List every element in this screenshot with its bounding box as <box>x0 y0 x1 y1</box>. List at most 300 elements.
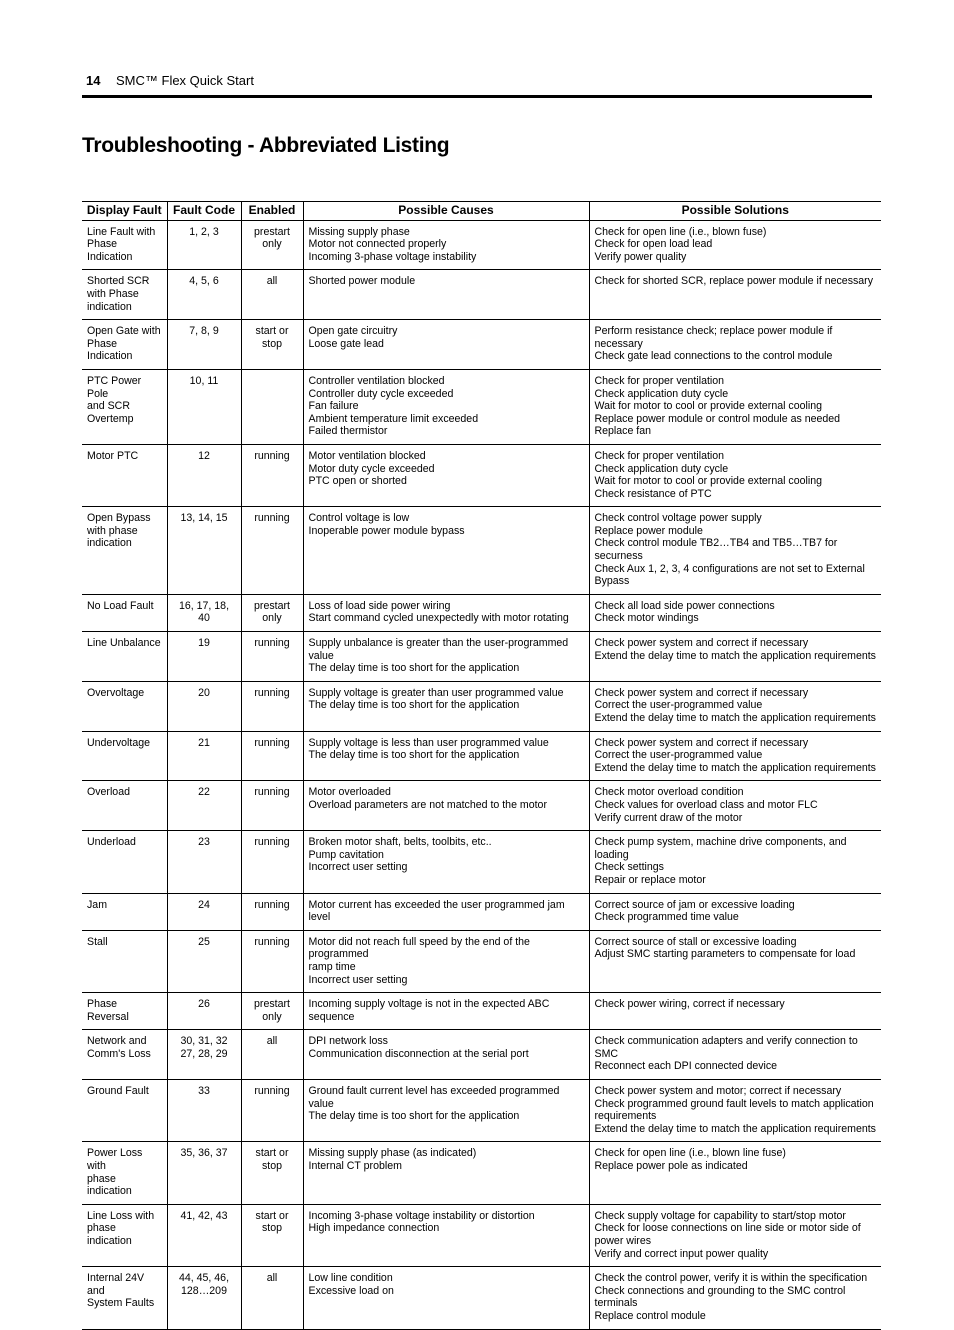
cell-line: running <box>254 1085 290 1098</box>
cell-line: Inoperable power module bypass <box>308 524 465 537</box>
cell-line: Pump cavitation <box>308 848 384 861</box>
cell-line: phase indication <box>87 1222 132 1247</box>
table-row <box>82 930 881 992</box>
cell-line: Controller ventilation blocked <box>308 374 445 387</box>
enabled-cell <box>241 369 303 444</box>
cell-line: running <box>254 512 290 525</box>
possible-causes-cell <box>303 731 589 781</box>
cell-line: Check connections and grounding to the SMC control <box>594 1284 846 1297</box>
display-fault-cell <box>82 632 167 682</box>
possible-solutions-cell <box>589 1204 881 1266</box>
enabled-cell <box>241 1204 303 1266</box>
possible-solutions-cell <box>589 369 881 444</box>
cell-line: Fan failure <box>308 400 359 413</box>
table-row <box>82 1204 881 1266</box>
cell-line: and SCR <box>87 400 130 413</box>
cell-line: Verify power quality <box>594 250 687 263</box>
display-fault-cell <box>82 270 167 320</box>
possible-solutions-cell <box>589 893 881 930</box>
cell-line: Check application duty cycle <box>594 387 729 400</box>
cell-line: indication <box>87 300 132 313</box>
cell-line: 21 <box>198 736 210 749</box>
cell-line: Check power system and motor; correct if necessary <box>594 1085 842 1098</box>
column-header-fault-code: Fault Code <box>167 202 241 221</box>
cell-line: 12 <box>198 449 210 462</box>
cell-line: Verify and correct input power quality <box>594 1247 769 1260</box>
cell-line: Incoming 3-phase voltage instability <box>308 250 477 263</box>
cell-line: start or <box>255 1209 289 1222</box>
cell-line: Phase Reversal <box>87 998 129 1023</box>
cell-line: running <box>254 786 290 799</box>
cell-line: 23 <box>198 836 210 849</box>
cell-line: Wait for motor to cool or provide external cooling <box>594 475 822 488</box>
possible-solutions-cell <box>589 220 881 270</box>
possible-causes-cell <box>303 1080 589 1142</box>
cell-line: all <box>266 1035 278 1048</box>
fault-code-cell <box>167 993 241 1030</box>
cell-line: 19 <box>198 637 210 650</box>
table-header-row <box>82 202 881 221</box>
cell-line: Controller duty cycle exceeded <box>308 387 454 400</box>
cell-line: start or <box>255 325 289 338</box>
page-title: Troubleshooting - Abbreviated Listing <box>82 134 450 157</box>
display-fault-cell <box>82 681 167 731</box>
possible-solutions-cell <box>589 993 881 1030</box>
fault-code-cell <box>167 369 241 444</box>
cell-line: 30, 31, 32 <box>180 1035 228 1048</box>
display-fault-cell <box>82 594 167 631</box>
table-row <box>82 781 881 831</box>
cell-line: 27, 28, 29 <box>180 1047 228 1060</box>
enabled-cell <box>241 220 303 270</box>
fault-code-cell <box>167 444 241 506</box>
cell-line: Failed thermistor <box>308 425 388 438</box>
enabled-cell <box>241 681 303 731</box>
cell-line: start or <box>255 1147 289 1160</box>
cell-line: Overload parameters are not matched to the motor <box>308 798 547 811</box>
cell-line: Communication disconnection at the serial port <box>308 1047 529 1060</box>
table-row <box>82 220 881 270</box>
fault-code-cell <box>167 731 241 781</box>
cell-line: PTC open or shorted <box>308 475 407 488</box>
cell-line: Check values for overload class and motor FLC <box>594 798 818 811</box>
fault-code-cell <box>167 1030 241 1080</box>
cell-line: Overvoltage <box>87 686 145 699</box>
table-body <box>82 220 881 1329</box>
display-fault-cell <box>82 507 167 595</box>
possible-solutions-cell <box>589 1142 881 1204</box>
cell-line: Ambient temperature limit exceeded <box>308 412 479 425</box>
cell-line: Motor current has exceeded the user programmed jam level <box>308 898 568 924</box>
possible-causes-cell <box>303 1204 589 1266</box>
cell-line: Internal CT problem <box>308 1160 402 1173</box>
cell-line: Check motor overload condition <box>594 786 744 799</box>
possible-solutions-cell <box>589 1080 881 1142</box>
display-fault-cell <box>82 1267 167 1329</box>
cell-line: Incoming 3-phase voltage instability or distortion <box>308 1209 535 1222</box>
cell-line: Line Loss with <box>87 1209 155 1222</box>
cell-line: 10, 11 <box>189 374 219 387</box>
cell-line: prestart <box>254 998 290 1011</box>
cell-line: Replace power module or control module as needed <box>594 412 841 425</box>
enabled-cell <box>241 507 303 595</box>
enabled-cell <box>241 731 303 781</box>
running-title: SMC™ Flex Quick Start <box>116 73 254 88</box>
cell-line: Check pump system, machine drive components, and loading <box>594 836 850 861</box>
cell-line: running <box>254 898 290 911</box>
cell-line: Check for proper ventilation <box>594 374 725 387</box>
cell-line: The delay time is too short for the application <box>308 749 520 762</box>
cell-line: prestart <box>254 599 290 612</box>
possible-solutions-cell <box>589 930 881 992</box>
cell-line: running <box>254 637 290 650</box>
cell-line: Jam <box>87 898 108 911</box>
fault-code-cell <box>167 1142 241 1204</box>
display-fault-cell <box>82 781 167 831</box>
cell-line: 33 <box>198 1085 210 1098</box>
fault-code-cell <box>167 1204 241 1266</box>
cell-line: Extend the delay time to match the application requirements <box>594 761 876 774</box>
cell-line: Motor duty cycle exceeded <box>308 462 435 475</box>
fault-code-cell <box>167 220 241 270</box>
table-row <box>82 831 881 893</box>
possible-causes-cell <box>303 320 589 370</box>
cell-line: running <box>254 686 290 699</box>
cell-line: Check the control power, verify it is within the specification <box>594 1272 868 1285</box>
table-row <box>82 369 881 444</box>
cell-line: running <box>254 935 290 948</box>
enabled-cell <box>241 594 303 631</box>
enabled-cell <box>241 893 303 930</box>
cell-line: Check programmed time value <box>594 911 739 924</box>
cell-line: Check motor windings <box>594 612 699 625</box>
possible-solutions-cell <box>589 681 881 731</box>
possible-causes-cell <box>303 1142 589 1204</box>
cell-line: Bypass <box>594 575 630 588</box>
cell-line: Replace fan <box>594 425 652 438</box>
cell-line: Motor overloaded <box>308 786 391 799</box>
cell-line: running <box>254 736 290 749</box>
cell-line: Check power wiring, correct if necessary <box>594 998 785 1011</box>
cell-line: 1, 2, 3 <box>189 225 219 238</box>
cell-line: 20 <box>198 686 210 699</box>
cell-line: Check settings <box>594 861 664 874</box>
cell-line: Repair or replace motor <box>594 873 706 886</box>
cell-line: running <box>254 836 290 849</box>
possible-solutions-cell <box>589 320 881 370</box>
cell-line: prestart <box>254 225 290 238</box>
cell-line: Replace power module <box>594 524 703 537</box>
cell-line: Low line condition <box>308 1272 393 1285</box>
cell-line: Line Unbalance <box>87 637 161 650</box>
cell-line: Shorted SCR <box>87 275 150 288</box>
possible-causes-cell <box>303 220 589 270</box>
cell-line: Undervoltage <box>87 736 151 749</box>
cell-line: Motor PTC <box>87 449 139 462</box>
cell-line: DPI network loss <box>308 1035 388 1048</box>
cell-line: Loss of load side power wiring <box>308 599 451 612</box>
cell-line: Check Aux 1, 2, 3, 4 configurations are not set to External <box>594 562 865 575</box>
cell-line: stop <box>261 337 283 350</box>
cell-line: Open gate circuitry <box>308 325 398 338</box>
cell-line: Check programmed ground fault levels to match application <box>594 1097 874 1110</box>
table-row <box>82 270 881 320</box>
enabled-cell <box>241 781 303 831</box>
possible-solutions-cell <box>589 781 881 831</box>
cell-line: with phase <box>87 524 138 537</box>
cell-line: Extend the delay time to match the application requirements <box>594 712 876 724</box>
display-fault-cell <box>82 320 167 370</box>
column-header-possible-causes: Possible Causes <box>303 202 589 221</box>
possible-causes-cell <box>303 594 589 631</box>
cell-line: Supply voltage is less than user programmed value <box>308 736 549 749</box>
cell-line: Incorrect user setting <box>308 861 408 874</box>
table-row <box>82 681 881 731</box>
cell-line: The delay time is too short for the application <box>308 699 520 712</box>
cell-line: 13, 14, 15 <box>180 512 228 525</box>
cell-line: stop <box>261 1222 283 1235</box>
cell-line: ramp time <box>308 960 356 973</box>
table-row <box>82 1142 881 1204</box>
page-header <box>86 73 872 97</box>
possible-solutions-cell <box>589 731 881 781</box>
cell-line: Overtemp <box>87 412 134 425</box>
enabled-cell <box>241 993 303 1030</box>
cell-line: with Phase <box>87 287 139 300</box>
column-header-enabled: Enabled <box>241 202 303 221</box>
cell-line: Motor did not reach full speed by the end of the programmed <box>308 935 533 961</box>
cell-line: running <box>254 449 290 462</box>
cell-line: requirements <box>594 1110 657 1123</box>
display-fault-cell <box>82 1142 167 1204</box>
cell-line: Motor not connected properly <box>308 238 447 251</box>
table-row <box>82 1080 881 1142</box>
cell-line: Check application duty cycle <box>594 462 729 475</box>
cell-line: Underload <box>87 836 136 849</box>
page-number: 14 <box>86 73 101 88</box>
cell-line: Correct the user-programmed value <box>594 749 763 762</box>
table-row <box>82 444 881 506</box>
cell-line: 26 <box>198 998 210 1011</box>
cell-line: Supply voltage is greater than user programmed value <box>308 686 564 699</box>
cell-line: 24 <box>198 898 210 911</box>
possible-causes-cell <box>303 1267 589 1329</box>
cell-line: Open Gate with <box>87 325 161 338</box>
cell-line: No Load Fault <box>87 599 154 612</box>
fault-code-cell <box>167 507 241 595</box>
troubleshooting-table <box>82 201 881 1330</box>
cell-line: High impedance connection <box>308 1222 440 1235</box>
cell-line: Verify current draw of the motor <box>594 811 743 824</box>
cell-line: PTC Power Pole <box>87 374 145 400</box>
cell-line: indication <box>87 537 132 550</box>
fault-code-cell <box>167 781 241 831</box>
cell-line: Supply unbalance is greater than the user-programmed value <box>308 637 572 662</box>
cell-line: Check power system and correct if necessary <box>594 686 809 699</box>
table-row <box>82 507 881 595</box>
cell-line: Phase Indication <box>87 337 133 363</box>
cell-line: Check supply voltage for capability to start/stop motor <box>594 1209 846 1222</box>
cell-line: Check for open line (i.e., blown fuse) <box>594 225 767 238</box>
cell-line: Check for open line (i.e., blown line fuse) <box>594 1147 786 1160</box>
cell-line: Check all load side power connections <box>594 599 775 612</box>
cell-line: System Faults <box>87 1297 155 1310</box>
possible-causes-cell <box>303 632 589 682</box>
possible-causes-cell <box>303 444 589 506</box>
cell-line: only <box>262 612 282 625</box>
cell-line: Check for proper ventilation <box>594 449 725 462</box>
display-fault-cell <box>82 930 167 992</box>
enabled-cell <box>241 320 303 370</box>
cell-line: Incorrect user setting <box>308 973 408 986</box>
possible-causes-cell <box>303 831 589 893</box>
cell-line: Ground Fault <box>87 1085 149 1098</box>
possible-causes-cell <box>303 681 589 731</box>
cell-line: Check control module TB2…TB4 and TB5…TB7 for securness <box>594 537 841 563</box>
enabled-cell <box>241 270 303 320</box>
cell-line: 22 <box>198 786 210 799</box>
cell-line: Power Loss with <box>87 1147 146 1173</box>
column-header-possible-solutions: Possible Solutions <box>589 202 881 221</box>
cell-line: Excessive load on <box>308 1284 394 1297</box>
possible-solutions-cell <box>589 632 881 682</box>
possible-solutions-cell <box>589 1030 881 1080</box>
fault-code-cell <box>167 320 241 370</box>
table-row <box>82 320 881 370</box>
enabled-cell <box>241 930 303 992</box>
possible-causes-cell <box>303 781 589 831</box>
possible-solutions-cell <box>589 831 881 893</box>
display-fault-cell <box>82 369 167 444</box>
cell-line: Ground fault current level has exceeded programmed value <box>308 1085 563 1110</box>
possible-causes-cell <box>303 930 589 992</box>
cell-line: Incoming supply voltage is not in the expected ABC sequence <box>308 998 553 1023</box>
cell-line: Network and <box>87 1035 147 1048</box>
cell-line: Stall <box>87 935 108 948</box>
fault-code-cell <box>167 1080 241 1142</box>
cell-line: Motor ventilation blocked <box>308 449 426 462</box>
cell-line: 4, 5, 6 <box>189 275 219 288</box>
table-row <box>82 1030 881 1080</box>
cell-line: Open Bypass <box>87 512 151 525</box>
fault-code-cell <box>167 1267 241 1329</box>
cell-line: The delay time is too short for the application <box>308 1110 520 1123</box>
cell-line: Line Fault with <box>87 225 156 238</box>
cell-line: Missing supply phase (as indicated) <box>308 1147 477 1160</box>
cell-line: power wires <box>594 1235 652 1247</box>
cell-line: Check communication adapters and verify connection to SMC <box>594 1035 861 1060</box>
cell-line: Reconnect each DPI connected device <box>594 1060 778 1073</box>
possible-causes-cell <box>303 1030 589 1080</box>
display-fault-cell <box>82 444 167 506</box>
cell-line: Check resistance of PTC <box>594 487 712 500</box>
possible-solutions-cell <box>589 594 881 631</box>
display-fault-cell <box>82 893 167 930</box>
table-row <box>82 893 881 930</box>
table-row <box>82 632 881 682</box>
cell-line: terminals <box>594 1297 638 1310</box>
cell-line: Correct source of jam or excessive loading <box>594 898 795 911</box>
cell-line: Phase Indication <box>87 238 133 263</box>
cell-line: Comm's Loss <box>87 1047 151 1060</box>
cell-line: Check power system and correct if necessary <box>594 637 809 650</box>
cell-line: Check gate lead connections to the control module <box>594 350 833 363</box>
cell-line: 25 <box>198 935 210 948</box>
possible-causes-cell <box>303 270 589 320</box>
cell-line: Check for shorted SCR, replace power module if necessary <box>594 275 874 288</box>
display-fault-cell <box>82 731 167 781</box>
cell-line: Replace power pole as indicated <box>594 1160 748 1173</box>
cell-line: 44, 45, 46, <box>178 1272 230 1285</box>
display-fault-cell <box>82 831 167 893</box>
cell-line: Adjust SMC starting parameters to compensate for load <box>594 948 856 961</box>
cell-line: Loose gate lead <box>308 337 384 350</box>
possible-solutions-cell <box>589 1267 881 1329</box>
possible-causes-cell <box>303 893 589 930</box>
table-row <box>82 594 881 631</box>
cell-line: 35, 36, 37 <box>180 1147 228 1160</box>
table-row <box>82 993 881 1030</box>
column-header-display-fault: Display Fault <box>82 202 167 221</box>
display-fault-cell <box>82 1080 167 1142</box>
cell-line: Control voltage is low <box>308 512 410 525</box>
enabled-cell <box>241 831 303 893</box>
cell-line: Start command cycled unexpectedly with motor rotating <box>308 612 569 625</box>
enabled-cell <box>241 632 303 682</box>
possible-solutions-cell <box>589 444 881 506</box>
cell-line: Wait for motor to cool or provide external cooling <box>594 400 822 413</box>
cell-line: Shorted power module <box>308 275 416 288</box>
fault-code-cell <box>167 893 241 930</box>
cell-line: Replace control module <box>594 1309 706 1322</box>
display-fault-cell <box>82 1204 167 1266</box>
fault-code-cell <box>167 831 241 893</box>
cell-line: Broken motor shaft, belts, toolbits, etc.. <box>308 836 492 849</box>
cell-line: only <box>262 1010 282 1023</box>
table-row <box>82 1267 881 1329</box>
cell-line: Check control voltage power supply <box>594 512 762 525</box>
fault-code-cell <box>167 930 241 992</box>
cell-line: stop <box>261 1160 283 1173</box>
cell-line: 16, 17, 18, 40 <box>178 599 232 625</box>
cell-line: Extend the delay time to match the application requirements <box>594 649 876 662</box>
cell-line: 128…209 <box>181 1284 227 1297</box>
possible-causes-cell <box>303 507 589 595</box>
enabled-cell <box>241 1080 303 1142</box>
cell-line: 7, 8, 9 <box>189 325 219 338</box>
cell-line: only <box>262 238 282 251</box>
cell-line: Internal 24V and <box>87 1272 148 1297</box>
display-fault-cell <box>82 993 167 1030</box>
possible-causes-cell <box>303 369 589 444</box>
enabled-cell <box>241 444 303 506</box>
fault-code-cell <box>167 632 241 682</box>
display-fault-cell <box>82 220 167 270</box>
enabled-cell <box>241 1142 303 1204</box>
fault-code-cell <box>167 270 241 320</box>
possible-solutions-cell <box>589 507 881 595</box>
cell-line: all <box>266 1272 278 1285</box>
cell-line: Overload <box>87 786 130 799</box>
cell-line: phase indication <box>87 1172 132 1198</box>
cell-line: Perform resistance check; replace power module if necessary <box>594 325 836 350</box>
cell-line: 41, 42, 43 <box>180 1209 228 1222</box>
cell-line: Extend the delay time to match the application requirements <box>594 1122 876 1135</box>
table-row <box>82 731 881 781</box>
cell-line: all <box>266 275 278 288</box>
enabled-cell <box>241 1030 303 1080</box>
enabled-cell <box>241 1267 303 1329</box>
